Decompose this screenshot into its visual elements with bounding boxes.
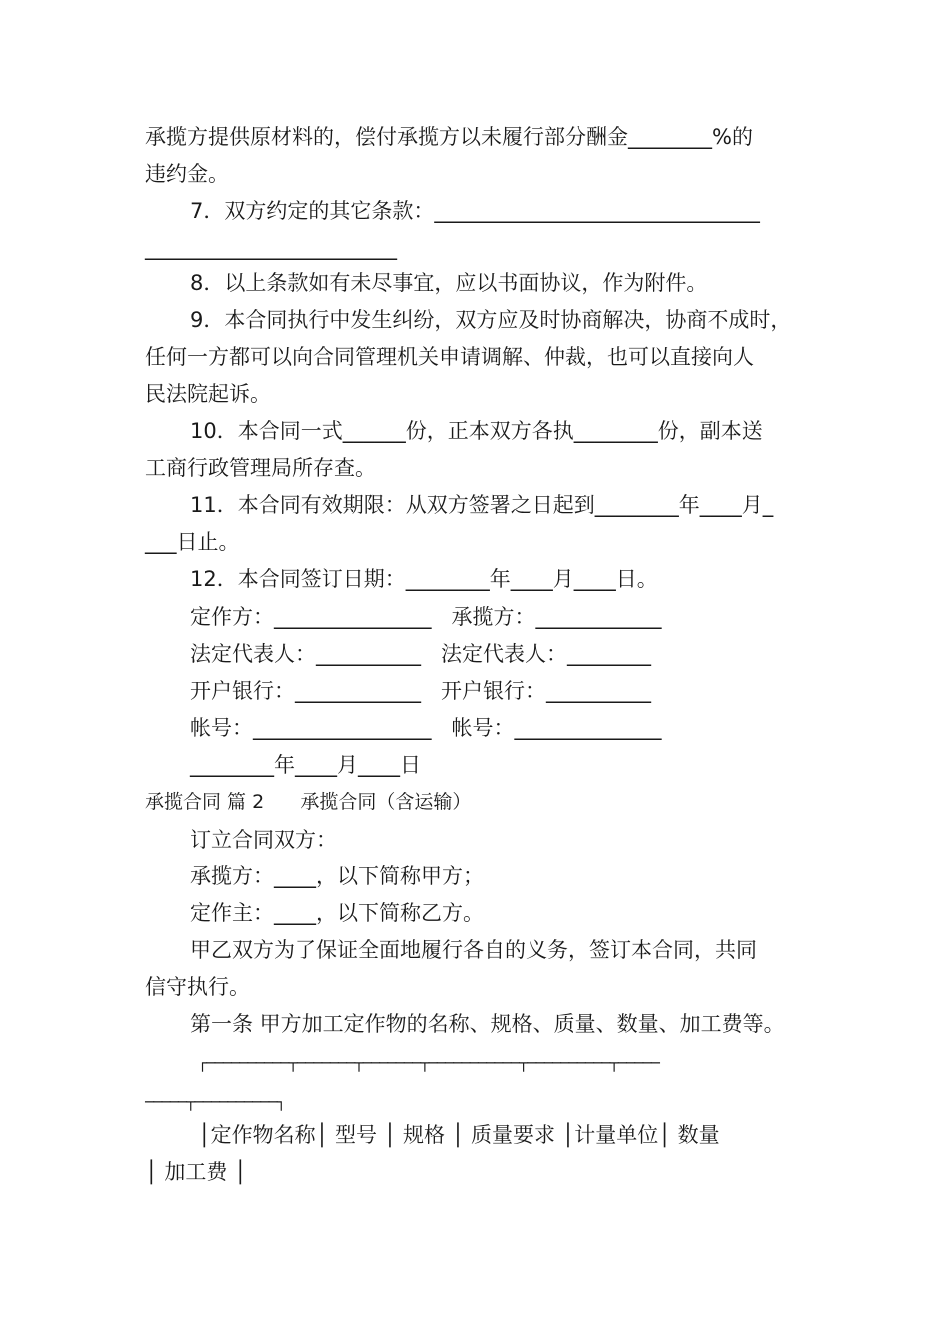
text-line: ________年____月____日 (190, 753, 421, 777)
text-line: 10．本合同一式______份，正本双方各执________份，副本送 (190, 419, 763, 443)
text-line: ___日止。 (145, 530, 240, 554)
text-line: 12．本合同签订日期：________年____月____日。 (190, 567, 658, 591)
text-line: 任何一方都可以向合同管理机关申请调解、仲裁，也可以直接向人 (145, 345, 754, 369)
text-line: 法定代表人：__________ 法定代表人：________ (190, 642, 652, 666)
table-border-top: ┌──────────┬───────┬───────┬───────────┬──────────┬───── (198, 1054, 659, 1072)
table-header-row: │定作物名称│ 型号 │ 规格 │ 质量要求 │计量单位│ 数量 (198, 1123, 720, 1147)
text-line: ________________________ (145, 236, 397, 260)
text-line: 承揽方：____，以下简称甲方； (190, 864, 484, 888)
text-line: 帐号：_________________ 帐号：______________ (190, 716, 662, 740)
text-line: 工商行政管理局所存查。 (145, 456, 376, 480)
table-header-row-cont: │ 加工费 │ (145, 1160, 247, 1184)
text-line: 定作主：____，以下简称乙方。 (190, 901, 484, 925)
text-line: 承揽方提供原材料的，偿付承揽方以未履行部分酬金________%的 (145, 125, 753, 149)
text-line: 9．本合同执行中发生纠纷，双方应及时协商解决，协商不成时， (190, 308, 792, 332)
text-line: 8．以上条款如有未尽事宜，应以书面协议，作为附件。 (190, 271, 708, 295)
text-line: 开户银行：____________ 开户银行：__________ (190, 679, 652, 703)
text-line: 民法院起诉。 (145, 382, 271, 406)
text-line: 7．双方约定的其它条款：_______________________________ (190, 199, 760, 223)
text-line: 信守执行。 (145, 975, 250, 999)
text-line: 第一条 甲方加工定作物的名称、规格、质量、数量、加工费等。 (190, 1012, 785, 1036)
section-heading: 承揽合同 篇 2 承揽合同（含运输） (145, 791, 472, 813)
text-line: 订立合同双方： (190, 828, 337, 852)
table-border-top-cont: ─────┬──────────┐ (145, 1093, 285, 1111)
text-line: 违约金。 (145, 162, 229, 186)
text-line: 甲乙双方为了保证全面地履行各自的义务，签订本合同，共同 (190, 938, 757, 962)
text-line: 11．本合同有效期限：从双方签署之日起到________年____月_ (190, 493, 774, 517)
text-line: 定作方：_______________ 承揽方：____________ (190, 605, 662, 629)
